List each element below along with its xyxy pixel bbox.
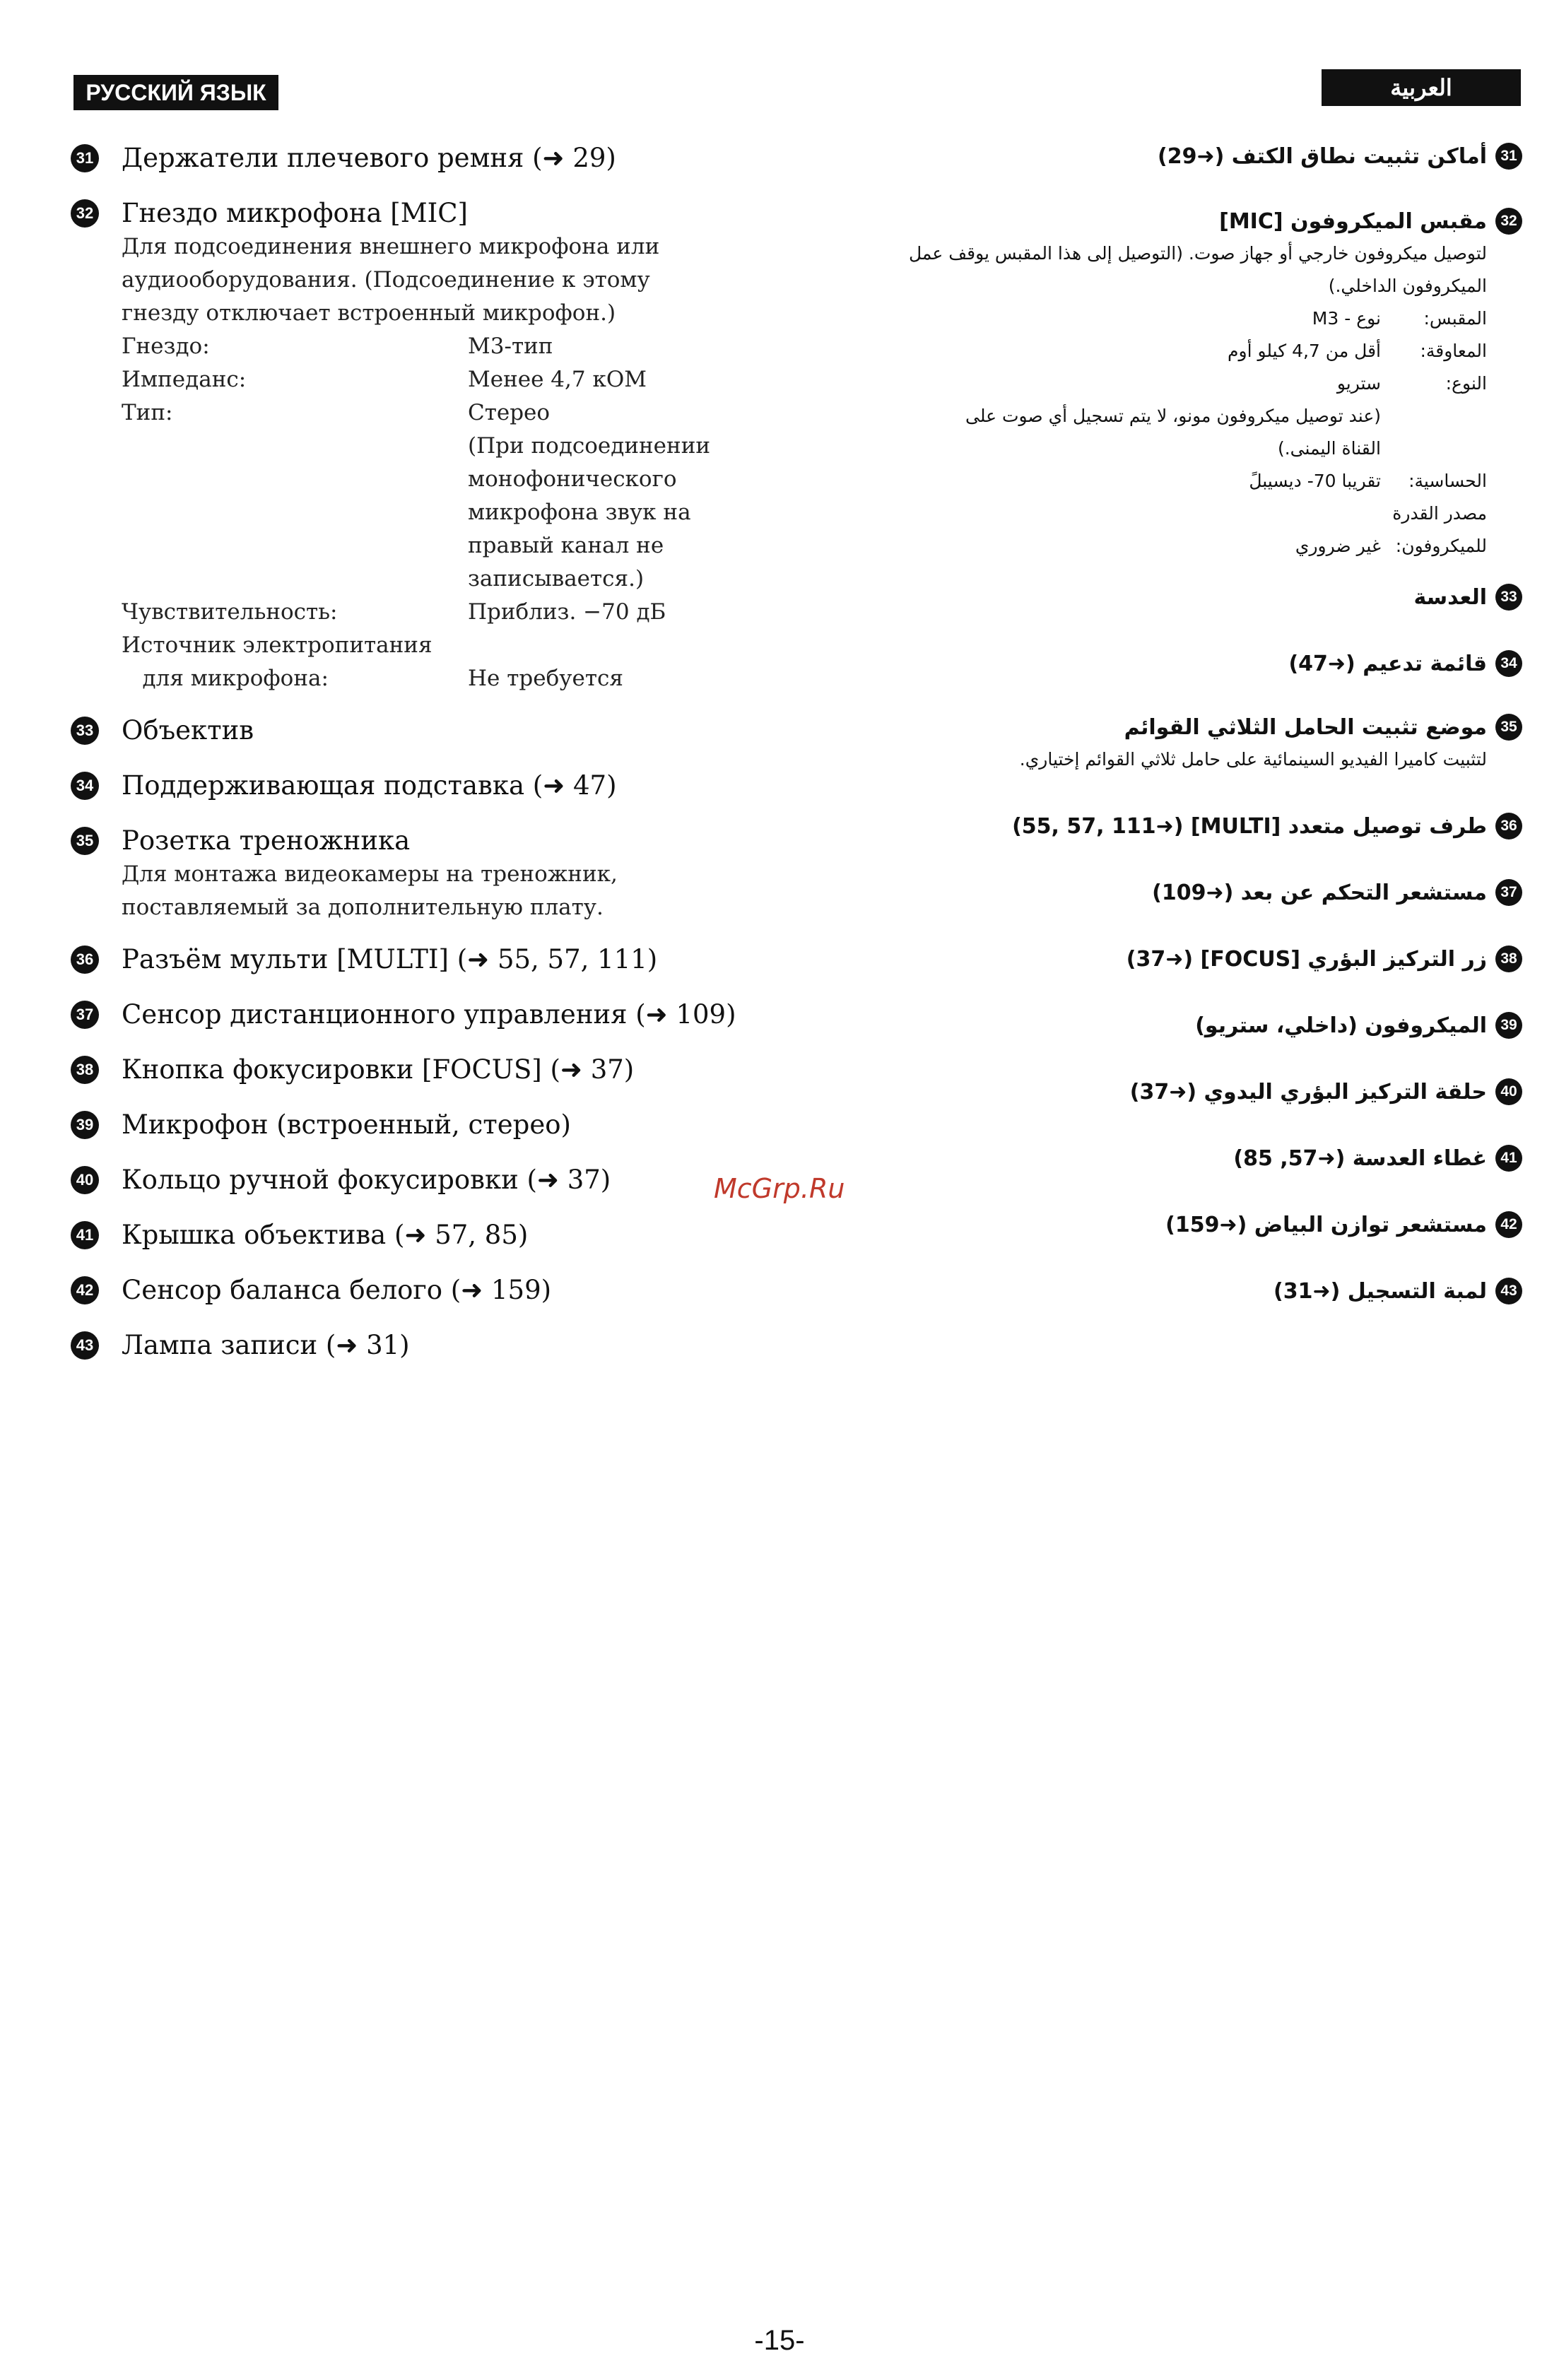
ru-item-title: Гнездо микрофона [MIC]	[122, 198, 468, 228]
desc-line: Для подсоединения внешнего микрофона или	[122, 234, 660, 259]
ar-item-title: أماكن تثبيت نطاق الكتف (➜29)	[1158, 144, 1487, 169]
item-number-badge: 32	[71, 199, 99, 228]
spec-label: المعاوقة:	[1420, 341, 1487, 361]
item-number-badge: 41	[1495, 1145, 1522, 1172]
ru-item-title: Объектив	[122, 715, 254, 746]
ar-item-32	[816, 206, 1522, 562]
ar-spec-table	[816, 302, 1487, 562]
item-number-badge: 39	[1495, 1012, 1522, 1039]
ru-item-42	[71, 1273, 792, 1329]
ru-item-title: Крышка объектива (➜ 57, 85)	[122, 1220, 529, 1250]
ru-item-38	[71, 1053, 792, 1108]
ar-item-description	[816, 743, 1487, 776]
ar-item-40	[816, 1077, 1522, 1143]
desc-line: لتثبيت كاميرا الفيديو السينمائية على حامل ثلاثي القوائم إختياري.	[1019, 749, 1487, 770]
item-number-badge: 40	[71, 1166, 99, 1194]
ru-item-33	[71, 714, 792, 769]
ru-item-title: Держатели плечевого ремня (➜ 29)	[122, 143, 616, 173]
item-number-badge: 40	[1495, 1078, 1522, 1105]
item-number-badge: 38	[1495, 945, 1522, 972]
item-number-badge: 34	[1495, 650, 1522, 677]
spec-value: ستريو	[1336, 373, 1381, 394]
ar-item-title: طرف توصيل متعدد [MULTI] (➜55, 57, 111)	[1012, 814, 1487, 839]
spec-label: для микрофона:	[122, 666, 329, 691]
item-number-badge: 35	[1495, 714, 1522, 741]
spec-label	[122, 562, 468, 596]
spec-label: Чувствительность:	[122, 599, 338, 625]
page-number: -15-	[754, 2325, 805, 2356]
russian-language-tag: РУССКИЙ ЯЗЫК	[73, 75, 278, 110]
ru-item-37	[71, 998, 792, 1053]
item-number-badge: 37	[1495, 879, 1522, 906]
ar-item-33	[816, 582, 1522, 649]
spec-label: للميكروفون:	[1395, 536, 1487, 556]
spec-value: نوع - M3	[1312, 308, 1381, 329]
ar-item-title: الميكروفون (داخلي، ستريو)	[1195, 1013, 1487, 1038]
spec-value: монофонического	[468, 466, 677, 492]
spec-label	[122, 463, 468, 496]
desc-line: لتوصيل ميكروفون خارجي أو جهاز صوت. (التوصيل إلى هذا المقبس يوقف عمل	[909, 243, 1487, 264]
spec-label	[1381, 400, 1487, 432]
ar-item-title: مستشعر التحكم عن بعد (➜109)	[1152, 880, 1487, 905]
ru-item-title: Розетка треножника	[122, 825, 411, 856]
arabic-language-tag: العربية	[1322, 69, 1521, 106]
item-number-badge: 35	[71, 827, 99, 855]
spec-label: Гнездо:	[122, 334, 210, 359]
spec-label: Импеданс:	[122, 367, 247, 392]
item-number-badge: 33	[1495, 584, 1522, 611]
item-number-badge: 37	[71, 1001, 99, 1029]
ar-item-title: لمبة التسجيل (➜31)	[1273, 1279, 1487, 1304]
ar-item-title: حلقة التركيز البؤري اليدوي (➜37)	[1129, 1080, 1487, 1104]
item-number-badge: 42	[71, 1276, 99, 1304]
desc-line: Для монтажа видеокамеры на треножник,	[122, 861, 618, 887]
spec-value	[1197, 497, 1381, 530]
ar-item-title: زر التركيز البؤري [FOCUS] (➜37)	[1126, 947, 1487, 972]
spec-value: القناة اليمنى.)	[1277, 438, 1381, 459]
spec-value: М3-тип	[468, 334, 553, 359]
watermark: McGrp.Ru	[714, 1173, 845, 1204]
ar-item-41	[816, 1143, 1522, 1210]
ru-item-title: Микрофон (встроенный, стерео)	[122, 1109, 571, 1140]
ar-item-39	[816, 1011, 1522, 1077]
ar-item-31	[816, 141, 1522, 206]
spec-label	[122, 496, 468, 529]
spec-label: مصدر القدرة	[1392, 503, 1487, 524]
ru-item-title: Кольцо ручной фокусировки (➜ 37)	[122, 1165, 611, 1195]
item-number-badge: 43	[1495, 1278, 1522, 1304]
ru-item-description	[122, 858, 792, 924]
spec-value: غير ضروري	[1295, 536, 1381, 556]
ru-item-title: Лампа записи (➜ 31)	[122, 1330, 410, 1360]
item-number-badge: 39	[71, 1111, 99, 1139]
ar-item-38	[816, 944, 1522, 1011]
desc-line: الميكروفون الداخلي.)	[1328, 276, 1487, 296]
ar-item-43	[816, 1276, 1522, 1343]
ar-item-42	[816, 1210, 1522, 1276]
russian-column	[71, 141, 792, 1384]
item-number-badge: 38	[71, 1056, 99, 1084]
ar-item-37	[816, 878, 1522, 944]
spec-value: микрофона звук на	[468, 500, 691, 525]
ru-item-34	[71, 769, 792, 824]
spec-value: записывается.)	[468, 566, 645, 591]
item-number-badge: 36	[1495, 813, 1522, 840]
item-number-badge: 31	[71, 144, 99, 172]
item-number-badge: 32	[1495, 208, 1522, 235]
spec-value: تقريبا 70- ديسيبلً	[1249, 471, 1381, 491]
spec-label: الحساسية:	[1408, 471, 1487, 491]
ru-item-40	[71, 1163, 792, 1218]
ru-spec-table	[122, 330, 792, 695]
spec-value: правый канал не	[468, 533, 664, 558]
ar-item-title: قائمة تدعيم (➜47)	[1288, 652, 1487, 676]
arabic-column	[816, 141, 1522, 1343]
item-number-badge: 43	[71, 1331, 99, 1360]
ar-item-36	[816, 811, 1522, 878]
ru-item-43	[71, 1329, 792, 1384]
spec-value: Не требуется	[468, 666, 623, 691]
spec-value: (При подсоединении	[468, 433, 711, 459]
item-number-badge: 31	[1495, 143, 1522, 170]
ru-item-title: Сенсор баланса белого (➜ 159)	[122, 1275, 552, 1305]
ar-item-description	[816, 237, 1487, 302]
ru-item-39	[71, 1108, 792, 1163]
ru-item-title: Поддерживающая подставка (➜ 47)	[122, 770, 617, 801]
spec-value: (عند توصيل ميكروفون مونو، لا يتم تسجيل أي صوت على	[965, 406, 1381, 426]
ar-item-title: العدسة	[1413, 585, 1487, 610]
ar-item-34	[816, 649, 1522, 712]
ru-item-32	[71, 196, 792, 695]
spec-label: المقبس:	[1423, 308, 1487, 329]
ar-item-title: غطاء العدسة (➜57, 85)	[1233, 1146, 1487, 1171]
ru-item-title: Разъём мульти [MULTI] (➜ 55, 57, 111)	[122, 944, 658, 974]
spec-label	[122, 430, 468, 463]
ru-item-35	[71, 824, 792, 924]
item-number-badge: 41	[71, 1221, 99, 1249]
item-number-badge: 34	[71, 772, 99, 800]
spec-value: أقل من 4,7 كيلو أوم	[1228, 341, 1381, 361]
ru-item-36	[71, 943, 792, 998]
spec-value: Менее 4,7 кОМ	[468, 367, 647, 392]
spec-label: النوع:	[1445, 373, 1487, 394]
spec-value: Приблиз. −70 дБ	[468, 599, 666, 625]
ar-item-title: مقبس الميكروفون [MIC]	[1219, 209, 1487, 234]
ru-item-31	[71, 141, 792, 196]
spec-value: Стерео	[468, 400, 551, 425]
item-number-badge: 36	[71, 945, 99, 974]
ar-item-35	[816, 712, 1522, 811]
desc-line: аудиооборудования. (Подсоединение к этому	[122, 267, 650, 293]
item-number-badge: 33	[71, 717, 99, 745]
ru-item-41	[71, 1218, 792, 1273]
item-number-badge: 42	[1495, 1211, 1522, 1238]
ar-item-title: موضع تثبيت الحامل الثلاثي القوائم	[1124, 715, 1487, 740]
ru-item-title: Сенсор дистанционного управления (➜ 109)	[122, 999, 736, 1030]
ru-item-description	[122, 230, 792, 330]
spec-label: Тип:	[122, 400, 173, 425]
spec-label: Источник электропитания	[122, 632, 433, 658]
spec-value	[468, 629, 807, 662]
ar-item-title: مستشعر توازن البياض (➜159)	[1165, 1213, 1487, 1237]
desc-line: поставляемый за дополнительную плату.	[122, 895, 604, 920]
spec-label	[1381, 432, 1487, 465]
desc-line: гнезду отключает встроенный микрофон.)	[122, 300, 616, 326]
ru-item-title: Кнопка фокусировки [FOCUS] (➜ 37)	[122, 1054, 635, 1085]
spec-label	[122, 529, 468, 562]
